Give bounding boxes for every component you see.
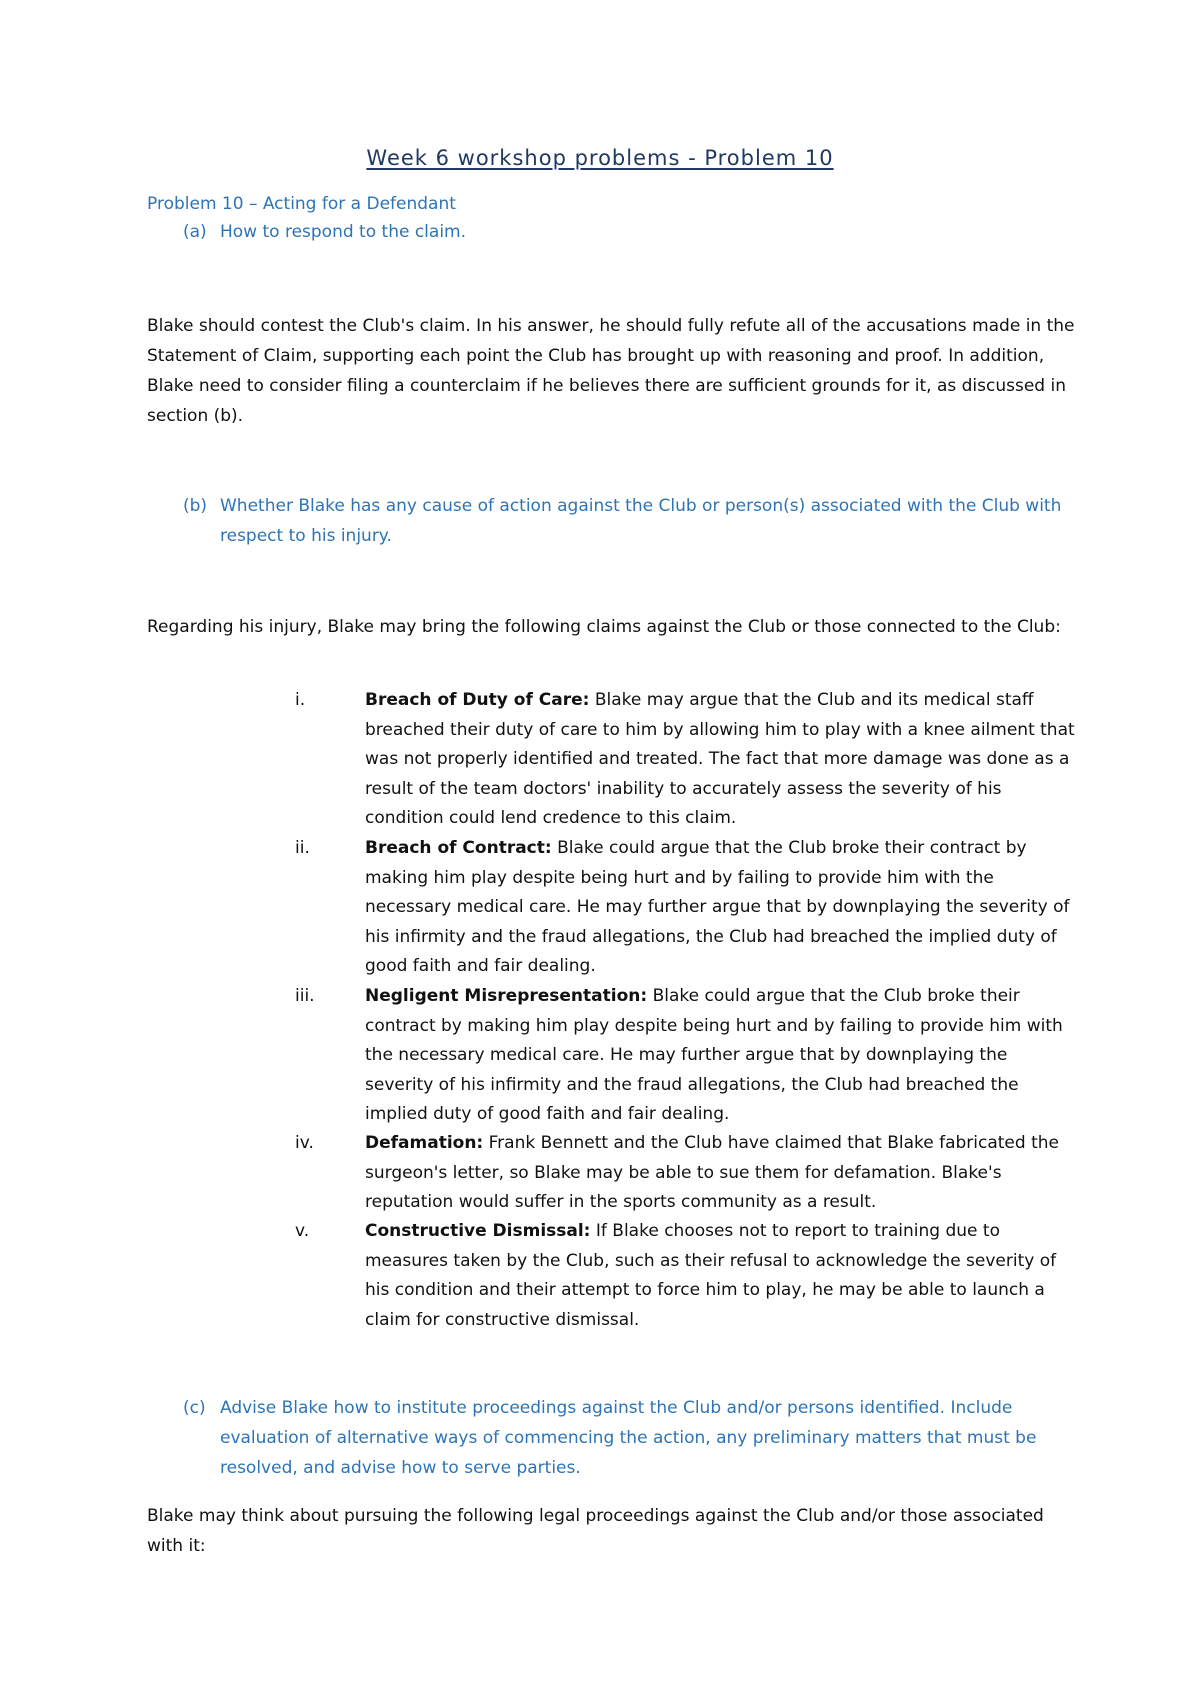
claim-title: Breach of Contract:: [365, 838, 552, 858]
claim-title: Negligent Misrepresentation:: [365, 986, 648, 1006]
claim-number: iii.: [295, 986, 315, 1006]
claim-text: If Blake chooses not to report to training due to measures taken by the Club, such as their refusal to acknowledge the severity of his condition and their attempt to force him to play, he may be able to launch a claim for constructive dismissal.: [365, 1221, 1057, 1330]
claim-title: Defamation:: [365, 1133, 484, 1153]
problem-subheading: Problem 10 – Acting for a Defendant: [147, 194, 456, 214]
claim-number: iv.: [295, 1133, 314, 1153]
claim-number: ii.: [295, 838, 310, 858]
part-a-label: (a): [183, 222, 207, 242]
claim-item: [295, 686, 1075, 834]
part-c-body: Blake may think about pursuing the following legal proceedings against the Club and/or those associated with it:: [147, 1506, 1044, 1556]
claim-text: Frank Bennett and the Club have claimed that Blake fabricated the surgeon's letter, so Blake may be able to sue them for defamation. Blake's reputation would suffer in the sports community as a result.: [365, 1133, 1059, 1212]
claim-number: v.: [295, 1221, 310, 1241]
claim-number: i.: [295, 690, 306, 710]
claim-item: [295, 982, 1075, 1130]
part-b-heading: [183, 491, 1063, 551]
claim-title: Constructive Dismissal:: [365, 1221, 591, 1241]
part-b-intro: Regarding his injury, Blake may bring the following claims against the Club or those connected to the Club:: [147, 617, 1061, 637]
claim-text: Blake could argue that the Club broke their contract by making him play despite being hurt and by failing to provide him with the necessary medical care. He may further argue that by downplaying the severity of his infirmity and the fraud allegations, the Club had breached the implied duty of good faith and fair dealing.: [365, 838, 1070, 976]
claim-item: [295, 1129, 1075, 1218]
claim-text: Blake may argue that the Club and its medical staff breached their duty of care to him by allowing him to play with a knee ailment that was not properly identified and treated. The fact that more damage was done as a result of the team doctors' inability to accurately assess the severity of his condition could lend credence to this claim.: [365, 690, 1075, 828]
part-a-heading-text: How to respond to the claim.: [220, 222, 467, 242]
claim-item: [295, 834, 1075, 982]
claim-item: [295, 1217, 1075, 1335]
claim-text: Blake could argue that the Club broke their contract by making him play despite being hurt and by failing to provide him with the necessary medical care. He may further argue that by downplaying the severity of his infirmity and the fraud allegations, the Club had breached the implied duty of good faith and fair dealing.: [365, 986, 1063, 1124]
part-a-body: Blake should contest the Club's claim. In his answer, he should fully refute all of the accusations made in the Statement of Claim, supporting each point the Club has brought up with reasoning and proof. In addition, Blake need to consider filing a counterclaim if he believes there are sufficient grounds for it, as discussed in section (b).: [147, 316, 1075, 426]
part-b-label: (b): [183, 496, 208, 516]
claim-title: Breach of Duty of Care:: [365, 690, 590, 710]
part-c-heading-text: Advise Blake how to institute proceedings against the Club and/or persons identified. Include evaluation of alternative ways of commencing the action, any preliminary matters that must be resolved, and advise how to serve parties.: [220, 1398, 1037, 1478]
page-title: Week 6 workshop problems - Problem 10: [366, 146, 834, 170]
part-c-label: (c): [183, 1398, 206, 1418]
part-b-heading-text: Whether Blake has any cause of action against the Club or person(s) associated with the Club with respect to his injury.: [220, 496, 1062, 546]
part-a-heading: [183, 217, 1063, 247]
part-c-heading: [183, 1393, 1063, 1483]
